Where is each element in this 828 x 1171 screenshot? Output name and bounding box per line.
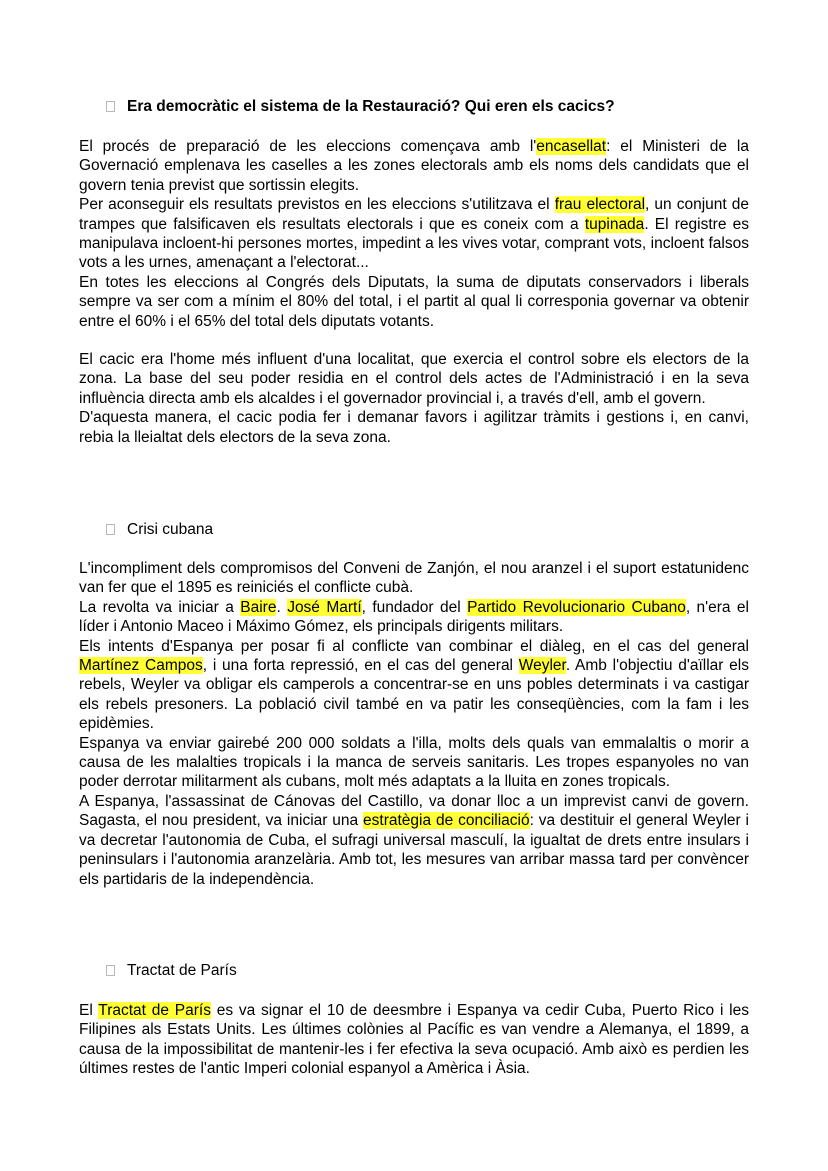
highlight-baire: Baire xyxy=(240,598,277,616)
paragraph-soldats: Espanya va enviar gairebé 200 000 soldats a l'illa, molts dels quals van emmalaltis o morir a causa de les malalties tropicals i la manca de serveis sanitaris. Les tropes espanyoles no van poder derrotar militarment als cubans, molt més adaptats a la lluita en zones tropicals. xyxy=(79,734,749,791)
checkbox-icon xyxy=(106,524,115,535)
highlight-frau-electoral: frau electoral xyxy=(554,196,646,214)
paragraph-sagasta: A Espanya, l'assassinat de Cánovas del Castillo, va donar lloc a un imprevist canvi de govern. Sagasta, el nou president, va iniciar una estratègia de conciliació: va destituir el general Weyler i va decretar l'autonomia de Cuba, el sufragi universal masculí, la igualtat de drets entre insulars i peninsulars i l'autonomia aranzelària. Amb tot, les mesures van arribar massa tard per convèncer els partidaris de la independència. xyxy=(79,792,749,888)
paragraph-intents: Els intents d'Espanya per posar fi al conflicte van combinar el diàleg, en el cas del general Martínez Campos, i una forta repressió, en el cas del general Weyler. Amb l'objectiu d'aïllar els rebels, Weyler va obligar els camperols a concentrar-se en uns pobles determinats i va castigar els rebels presoners. La població civil també en va patir les conseqüències, com la fam i les epidèmies. xyxy=(79,637,749,733)
paragraph-revolta: La revolta va iniciar a Baire. José Martí, fundador del Partido Revolucionario Cubano, n'era el líder i Antonio Maceo i Máximo Gómez, els principals dirigents militars. xyxy=(79,598,749,636)
section-crisi-cubana-body xyxy=(79,559,749,889)
paragraph-congres: En totes les eleccions al Congrés dels Diputats, la suma de diputats conservadors i liberals sempre va ser com a mínim el 80% del total, i el partit al qual li corresponia governar va obtenir entre el 60% i el 65% del total dels diputats votants. xyxy=(79,273,749,330)
heading-text: Tractat de París xyxy=(127,962,237,979)
heading-text: Crisi cubana xyxy=(127,521,214,538)
section-restauracio-body xyxy=(79,137,749,447)
paragraph-encasellat: El procés de preparació de les eleccions començava amb l'encasellat: el Ministeri de la Governació emplenava les caselles a les zones electorals amb els noms dels candidats que el govern tenia previst que sortissin elegits. xyxy=(79,138,749,194)
highlight-tupinada: tupinada xyxy=(584,215,645,233)
heading-text: Era democràtic el sistema de la Restauració? Qui eren els cacics? xyxy=(127,98,615,115)
highlight-weyler: Weyler xyxy=(518,657,566,675)
highlight-partido-revolucionario: Partido Revolucionario Cubano xyxy=(467,598,686,616)
highlight-jose-marti: José Martí xyxy=(287,598,362,616)
section-tractat-paris-body xyxy=(79,1001,749,1079)
checkbox-icon xyxy=(106,965,115,976)
highlight-martinez-campos: Martínez Campos xyxy=(79,657,203,675)
section-heading-restauracio xyxy=(106,97,615,117)
highlight-encasellat: encasellat xyxy=(536,138,607,155)
paragraph-tractat: El Tractat de París es va signar el 10 de deesmbre i Espanya va cedir Cuba, Puerto Rico i les Filipines als Estats Units. Les últimes colònies al Pacífic es van vendre a Alemanya, el 1899, a causa de la impossibilitat de mantenir-les i fer efectiva la seva ocupació. Amb això es perdien les últimes restes de l'antic Imperi colonial espanyol a Amèrica i Àsia. xyxy=(79,1002,749,1078)
checkbox-icon xyxy=(106,101,115,112)
highlight-estrategia-conciliacio: estratègia de conciliació xyxy=(363,812,530,830)
paragraph-cacic: El cacic era l'home més influent d'una localitat, que exercia el control sobre els electors de la zona. La base del seu poder residia en el control dels actes de l'Administració i en la seva influència directa amb els alcaldes i el governador provincial i, a través d'ell, amb el govern. xyxy=(79,351,749,407)
paragraph-frau-electoral: Per aconseguir els resultats previstos en les eleccions s'utilitzava el frau electoral, un conjunt de trampes que falsificaven els resultats electorals i que es coneix com a tupinada. El registre es manipulava incloent-hi persones mortes, impedint a les vives votar, comprant vots, incloent falsos vots a les urnes, amenaçant a l'electorat... xyxy=(79,196,749,272)
section-heading-tractat-paris xyxy=(106,961,237,981)
highlight-tractat-paris: Tractat de París xyxy=(98,1002,211,1019)
paragraph-favors: D'aquesta manera, el cacic podia fer i demanar favors i agilitzar tràmits i gestions i, en canvi, rebia la lleialtat dels electors de la seva zona. xyxy=(79,409,749,446)
section-heading-crisi-cubana xyxy=(106,520,213,540)
paragraph-zanjon: L'incompliment dels compromisos del Conveni de Zanjón, el nou aranzel i el suport estatunidenc van fer que el 1895 es reiniciés el conflicte cubà. xyxy=(79,560,749,597)
